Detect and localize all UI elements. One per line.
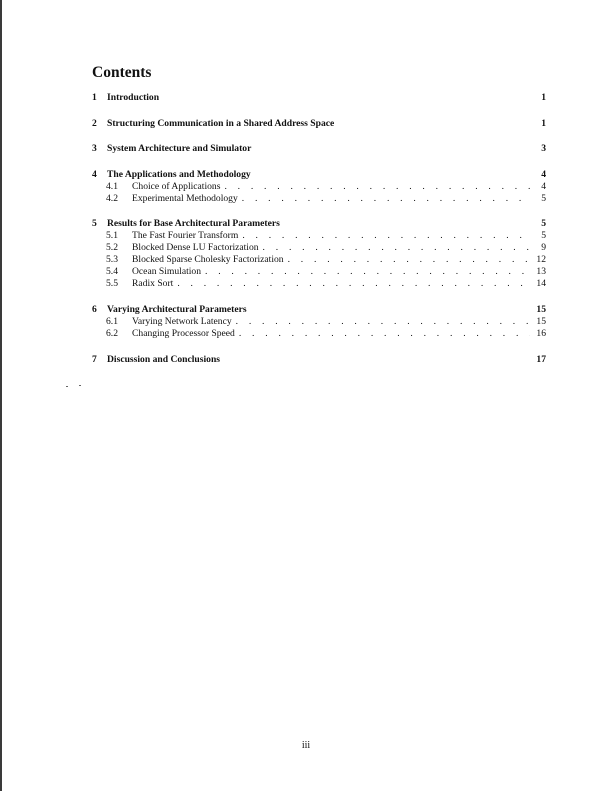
page-title: Contents	[92, 64, 152, 81]
toc-entry-applications-methodology[interactable]	[92, 168, 546, 181]
dot-leader	[236, 316, 530, 328]
toc-entry-introduction[interactable]	[92, 91, 546, 104]
speck	[79, 385, 81, 386]
subsection-page: 14	[536, 278, 546, 290]
section-page: 4	[541, 168, 546, 180]
toc-section-7	[92, 353, 546, 366]
subsection-title: Varying Network Latency	[132, 315, 232, 327]
subsection-title: Changing Processor Speed	[132, 327, 235, 339]
subsection-title: Ocean Simulation	[132, 266, 202, 278]
section-number: 4	[92, 168, 97, 180]
toc-entry-blocked-dense-lu[interactable]	[92, 242, 546, 254]
toc-entry-ocean-simulation[interactable]	[92, 266, 546, 278]
section-page: 3	[541, 143, 546, 155]
section-number: 2	[92, 117, 97, 129]
section-page: 17	[536, 353, 546, 365]
section-page: 1	[541, 92, 546, 103]
scan-specks	[66, 385, 82, 388]
toc-section-6	[92, 303, 546, 340]
toc-entry-radix-sort[interactable]	[92, 278, 546, 290]
subsection-page: 5	[541, 192, 546, 204]
dot-leader	[263, 242, 530, 254]
toc-entry-results-base-parameters[interactable]	[92, 217, 546, 230]
section-number: 1	[92, 92, 97, 103]
section-page: 5	[541, 218, 546, 230]
subsection-title: Choice of Applications	[132, 180, 221, 192]
subsection-page: 15	[536, 315, 546, 327]
subsection-title: Experimental Methodology	[132, 192, 238, 204]
subsection-page: 4	[541, 180, 546, 192]
subsection-page: 12	[536, 254, 546, 266]
toc-section-1	[92, 91, 546, 104]
subsection-number: 4.2	[106, 192, 118, 204]
section-title: Results for Base Architectural Parameters	[107, 218, 280, 230]
subsection-title: Blocked Dense LU Factorization	[132, 242, 259, 254]
toc-section-5	[92, 217, 546, 290]
dot-leader	[177, 278, 530, 290]
subsection-page: 9	[541, 242, 546, 254]
dot-leader	[205, 266, 530, 278]
section-title: Structuring Communication in a Shared Address Space	[107, 117, 335, 129]
toc-entry-system-architecture[interactable]	[92, 142, 546, 155]
subsection-number: 5.3	[106, 254, 118, 266]
toc-entry-fast-fourier-transform[interactable]	[92, 230, 546, 242]
section-title: Introduction	[107, 92, 160, 103]
toc-entry-structuring-communication[interactable]	[92, 117, 546, 130]
section-title: Discussion and Conclusions	[107, 353, 221, 365]
subsection-title: Blocked Sparse Cholesky Factorization	[132, 254, 284, 266]
subsection-number: 5.1	[106, 230, 118, 242]
subsection-number: 6.2	[106, 327, 118, 339]
dot-leader	[288, 254, 530, 266]
toc-entry-changing-processor-speed[interactable]	[92, 328, 546, 340]
toc-section-2	[92, 117, 546, 130]
section-number: 7	[92, 353, 97, 365]
toc-entry-varying-architectural-parameters[interactable]	[92, 303, 546, 316]
subsection-page: 5	[541, 230, 546, 242]
dot-leader	[242, 230, 530, 242]
section-page: 15	[536, 303, 546, 315]
table-of-contents	[92, 91, 546, 378]
toc-section-3	[92, 142, 546, 155]
speck	[66, 386, 68, 387]
subsection-number: 5.2	[106, 242, 118, 254]
toc-entry-discussion-conclusions[interactable]	[92, 353, 546, 366]
subsection-page: 13	[536, 266, 546, 278]
toc-entry-choice-of-applications[interactable]	[92, 181, 546, 193]
subsection-title: The Fast Fourier Transform	[132, 230, 239, 242]
toc-section-4	[92, 168, 546, 205]
section-title: System Architecture and Simulator	[107, 143, 252, 155]
subsection-number: 4.1	[106, 180, 118, 192]
dot-leader	[224, 181, 530, 193]
subsection-number: 6.1	[106, 315, 118, 327]
toc-entry-varying-network-latency[interactable]	[92, 316, 546, 328]
section-number: 3	[92, 143, 97, 155]
page-number: iii	[301, 740, 311, 751]
subsection-page: 16	[536, 327, 546, 339]
dot-leader	[239, 328, 530, 340]
toc-entry-experimental-methodology[interactable]	[92, 193, 546, 205]
subsection-title: Radix Sort	[132, 278, 174, 290]
section-number: 6	[92, 303, 97, 315]
scan-left-edge	[0, 0, 2, 791]
subsection-number: 5.5	[106, 278, 118, 290]
subsection-number: 5.4	[106, 266, 118, 278]
toc-entry-blocked-sparse-cholesky[interactable]	[92, 254, 546, 266]
section-number: 5	[92, 218, 97, 230]
dot-leader	[242, 193, 530, 205]
section-page: 1	[541, 117, 546, 129]
section-title: Varying Architectural Parameters	[107, 303, 247, 315]
section-title: The Applications and Methodology	[107, 168, 251, 180]
